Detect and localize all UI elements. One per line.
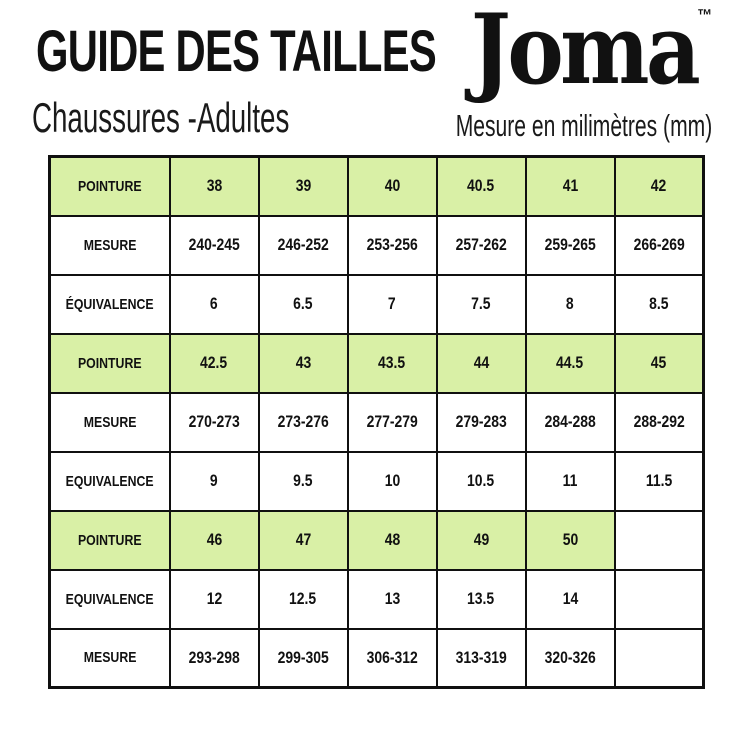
size-cell-text: 44.5 <box>556 353 584 372</box>
size-cell-text: 284-288 <box>544 412 596 431</box>
row-label-text: MESURE <box>83 236 137 254</box>
size-cell <box>348 334 437 393</box>
size-cell-text: 10.5 <box>467 471 495 490</box>
row-label-text: MESURE <box>83 413 137 431</box>
size-cell <box>526 216 615 275</box>
size-cell <box>437 629 526 688</box>
size-cell-text: 13 <box>384 589 400 608</box>
size-cell-text: 8 <box>566 294 574 313</box>
joma-logo <box>470 0 712 106</box>
table-row <box>50 393 704 452</box>
size-cell <box>615 629 704 688</box>
size-cell <box>615 452 704 511</box>
size-cell <box>615 216 704 275</box>
size-cell <box>348 452 437 511</box>
size-cell <box>615 334 704 393</box>
table-row <box>50 629 704 688</box>
size-cell-text: 42 <box>650 176 667 196</box>
size-cell <box>437 511 526 570</box>
size-cell <box>437 334 526 393</box>
size-cell-text: 257-262 <box>455 235 507 254</box>
size-cell <box>526 511 615 570</box>
size-cell-text: 7 <box>388 294 396 313</box>
page-title: GUIDE DES TAILLES <box>36 19 436 84</box>
size-cell-text: 41 <box>562 176 578 196</box>
size-cell-text: 259-265 <box>544 235 596 254</box>
row-label <box>50 393 170 452</box>
row-label <box>50 570 170 629</box>
size-cell <box>259 629 348 688</box>
row-label <box>50 511 170 570</box>
size-cell-text: 46 <box>206 530 222 549</box>
size-cell-text: 48 <box>384 530 400 549</box>
size-cell <box>170 275 259 334</box>
size-cell <box>348 157 437 216</box>
size-cell-text: 8.5 <box>649 294 669 313</box>
trademark-symbol: ™ <box>697 6 712 25</box>
size-cell <box>259 570 348 629</box>
row-label-text: POINTURE <box>77 531 142 549</box>
size-cell-text: 45 <box>650 353 667 372</box>
size-cell <box>259 157 348 216</box>
size-cell <box>259 216 348 275</box>
size-cell <box>526 452 615 511</box>
size-cell-text: 270-273 <box>188 412 240 431</box>
page-subtitle: Chaussures -Adultes <box>32 94 290 141</box>
size-cell-text: 40.5 <box>467 176 495 196</box>
row-label <box>50 629 170 688</box>
size-cell-text: 7.5 <box>471 294 491 313</box>
size-cell <box>348 216 437 275</box>
row-label <box>50 216 170 275</box>
size-cell-text: 279-283 <box>455 412 507 431</box>
unit-note: Mesure en milimètres (mm) <box>455 108 712 143</box>
row-label-text: EQUIVALENCE <box>65 590 154 608</box>
size-cell-text: 6.5 <box>293 294 313 313</box>
row-label-text: POINTURE <box>77 177 142 195</box>
table-row <box>50 157 704 216</box>
size-cell <box>615 570 704 629</box>
size-cell-text: 277-279 <box>366 412 418 431</box>
size-cell <box>170 157 259 216</box>
size-cell <box>526 570 615 629</box>
size-table <box>48 155 705 689</box>
size-cell <box>437 216 526 275</box>
size-cell <box>526 334 615 393</box>
size-cell <box>437 452 526 511</box>
size-cell-text: 253-256 <box>366 235 418 254</box>
size-cell <box>615 393 704 452</box>
size-cell-text: 42.5 <box>200 353 228 372</box>
size-cell <box>170 511 259 570</box>
size-cell-text: 246-252 <box>277 235 329 254</box>
row-label <box>50 275 170 334</box>
size-cell <box>348 629 437 688</box>
table-row <box>50 452 704 511</box>
size-cell <box>170 629 259 688</box>
size-cell-text: 49 <box>473 530 489 549</box>
row-label-text: POINTURE <box>77 354 142 372</box>
size-cell <box>259 334 348 393</box>
size-cell <box>437 275 526 334</box>
size-table-body <box>50 157 704 688</box>
size-cell-text: 12 <box>206 589 222 608</box>
table-row <box>50 570 704 629</box>
size-cell-text: 12.5 <box>289 589 317 608</box>
size-cell-text: 288-292 <box>633 412 685 431</box>
size-cell-text: 6 <box>210 294 218 313</box>
table-row <box>50 275 704 334</box>
row-label-text: EQUIVALENCE <box>65 472 154 490</box>
size-cell <box>526 393 615 452</box>
size-cell <box>437 157 526 216</box>
size-cell <box>170 570 259 629</box>
size-cell-text: 306-312 <box>366 647 418 667</box>
joma-logo-text: Joma <box>470 0 698 106</box>
size-cell-text: 44 <box>473 353 489 372</box>
size-cell-text: 50 <box>562 530 578 549</box>
size-cell <box>615 275 704 334</box>
size-cell <box>437 570 526 629</box>
size-cell <box>348 275 437 334</box>
size-cell-text: 47 <box>295 530 311 549</box>
size-cell-text: 39 <box>295 176 311 196</box>
size-cell-text: 43.5 <box>378 353 406 372</box>
size-cell-text: 313-319 <box>455 647 507 667</box>
size-cell-text: 11.5 <box>645 471 672 490</box>
size-cell-text: 240-245 <box>188 235 240 254</box>
size-cell-text: 43 <box>295 353 311 372</box>
size-cell <box>259 452 348 511</box>
row-label <box>50 334 170 393</box>
size-cell <box>170 216 259 275</box>
row-label-text: ÉQUIVALENCE <box>65 295 154 313</box>
size-cell <box>170 334 259 393</box>
size-cell <box>259 393 348 452</box>
size-cell-text: 293-298 <box>188 647 240 667</box>
size-cell <box>615 157 704 216</box>
size-cell <box>348 511 437 570</box>
size-cell-text: 11 <box>562 471 578 490</box>
size-cell-text: 9.5 <box>293 471 313 490</box>
table-row <box>50 511 704 570</box>
size-cell-text: 9 <box>210 471 218 490</box>
row-label <box>50 452 170 511</box>
size-cell <box>259 511 348 570</box>
size-cell <box>526 157 615 216</box>
size-cell <box>348 570 437 629</box>
size-cell <box>348 393 437 452</box>
size-cell <box>170 393 259 452</box>
size-cell-text: 266-269 <box>633 235 685 254</box>
size-cell <box>615 511 704 570</box>
size-cell-text: 273-276 <box>277 412 329 431</box>
size-cell-text: 10 <box>384 471 400 490</box>
size-cell-text: 299-305 <box>277 647 329 667</box>
row-label <box>50 157 170 216</box>
table-row <box>50 334 704 393</box>
row-label-text: MESURE <box>83 649 137 667</box>
size-cell-text: 40 <box>384 176 400 196</box>
size-cell <box>170 452 259 511</box>
size-cell <box>526 275 615 334</box>
size-cell-text: 320-326 <box>544 647 596 667</box>
size-cell <box>437 393 526 452</box>
table-row <box>50 216 704 275</box>
size-cell <box>259 275 348 334</box>
size-cell-text: 38 <box>206 176 222 196</box>
size-cell <box>526 629 615 688</box>
size-cell-text: 14 <box>562 589 578 608</box>
size-cell-text: 13.5 <box>467 589 495 608</box>
